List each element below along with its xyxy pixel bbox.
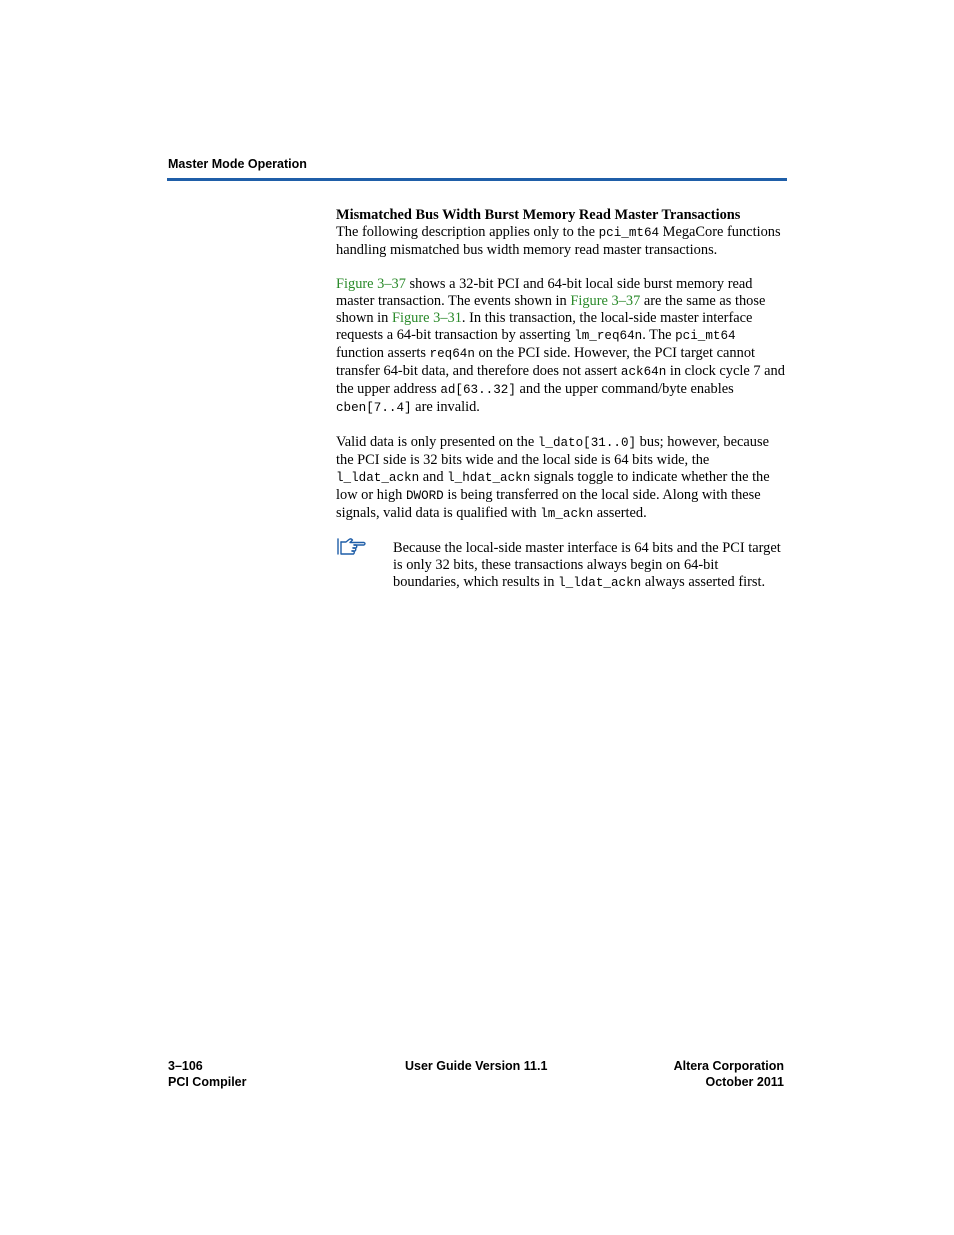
text: and the upper command/byte enables	[515, 381, 734, 397]
code-pci-mt64: pci_mt64	[598, 226, 660, 240]
text: are the same as those shown in	[336, 293, 766, 326]
company-name: Altera Corporation	[673, 1059, 784, 1073]
note-text: Because the local-side master interface is 64 bits and the PCI target is only 32 bits, these transactions always begin on 64-bit boundaries, which results in	[393, 540, 781, 590]
footer-left	[168, 1059, 247, 1090]
footer-center	[405, 1059, 547, 1075]
text: Valid data is only presented on the	[336, 434, 538, 450]
text: on the PCI side. However, the PCI target cannot transfer 64-bit data, and therefore does not assert	[336, 345, 756, 379]
text: in clock cycle 7 and the upper address	[336, 363, 785, 397]
text: asserted.	[593, 505, 647, 521]
pointing-hand-icon	[336, 536, 370, 558]
code-l-ldat-ackn: l_ldat_ackn	[336, 471, 420, 485]
code-cben-7-4: cben[7..4]	[336, 401, 412, 415]
footer-right	[640, 1059, 784, 1090]
code-dword: DWORD	[405, 489, 444, 503]
code-l-ldat-ackn: l_ldat_ackn	[558, 576, 642, 590]
product-name: PCI Compiler	[168, 1074, 247, 1089]
text: . The	[642, 327, 676, 343]
text: function asserts	[336, 345, 430, 361]
code-ack64n: ack64n	[620, 365, 667, 379]
paragraph-intro	[336, 224, 786, 259]
publication-date: October 2011	[705, 1074, 784, 1089]
text: The following description applies only to the	[336, 224, 599, 240]
text: are invalid.	[411, 399, 480, 415]
guide-version: User Guide Version 11.1	[405, 1059, 548, 1073]
note-text: always asserted first.	[641, 574, 766, 590]
text: signals toggle to indicate whether the the low or high	[336, 469, 770, 503]
section-heading: Mismatched Bus Width Burst Memory Read Master Transactions	[336, 207, 741, 223]
text: . In this transaction, the local-side master interface requests a 64-bit transaction by asserting	[336, 310, 753, 343]
text: and	[419, 469, 448, 485]
code-ad-63-32: ad[63..32]	[440, 383, 516, 397]
main-content	[336, 207, 786, 592]
code-l-hdat-ackn: l_hdat_ackn	[447, 471, 531, 485]
paragraph-valid-data	[336, 434, 786, 523]
text: is being transferred on the local side. Along with these signals, valid data is qualified with	[336, 487, 761, 521]
figure-link-3-37-second[interactable]: Figure 3–37	[570, 293, 641, 309]
page-number: 3–106	[168, 1059, 203, 1073]
code-pci-mt64: pci_mt64	[675, 329, 736, 343]
text: MegaCore functions handling mismatched bus width memory read master transactions.	[336, 224, 781, 258]
note-block	[336, 540, 786, 592]
header-rule	[167, 178, 787, 181]
text: bus; however, because the PCI side is 32 bits wide and the local side is 64 bits wide, the	[336, 434, 769, 468]
text: shows a 32-bit PCI and 64-bit local side burst memory read master transaction. The events shown in	[336, 276, 753, 309]
code-l-dato: l_dato[31..0]	[537, 436, 637, 450]
running-header: Master Mode Operation	[168, 157, 307, 171]
figure-link-3-31[interactable]: Figure 3–31	[391, 310, 462, 326]
code-lm-ackn: lm_ackn	[540, 507, 594, 521]
figure-link-3-37[interactable]: Figure 3–37	[336, 276, 406, 292]
code-lm-req64n: lm_req64n	[574, 329, 643, 343]
code-req64n: req64n	[429, 347, 475, 361]
paragraph-figure	[336, 276, 786, 417]
